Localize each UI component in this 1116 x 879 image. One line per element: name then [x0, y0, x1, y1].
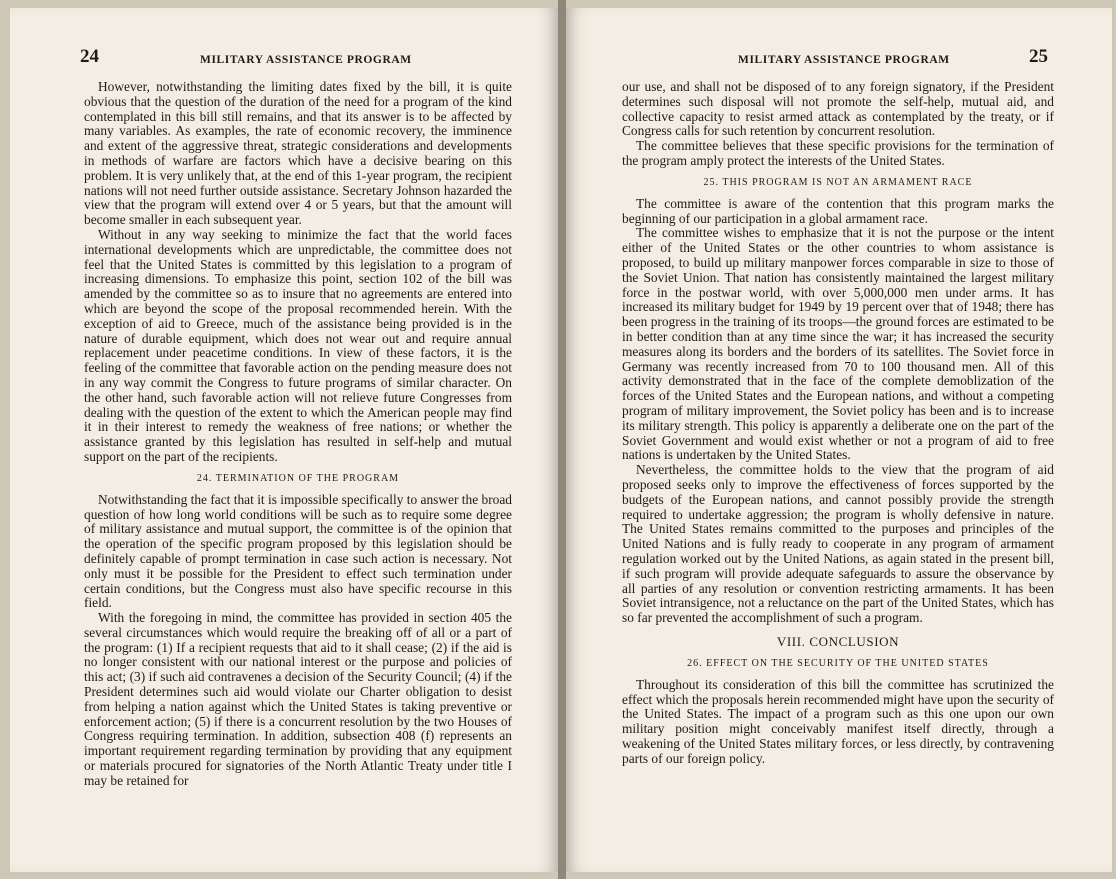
paragraph: Nevertheless, the committee holds to the view that the program of aid proposed seeks only to improve the effectiveness of forces supported by the budgets of the European nations, and cannot possibly provide the strength required to undertake aggression; the program is wholly defensive in nature. The United States remains committed to the purposes and principles of the United Nations and is fully ready to cooperate in any program of armament regulation worked out by the United Nations, as again stated in the present bill, if such program will provide adequate safeguards to assure the observance by all parties of any resolution or convention restricting armaments. It has been Soviet intransigence, not a reluctance on the part of the United States, which has so far prevented the accomplishment of such a program. — [622, 462, 1054, 626]
section-heading-26: 26. EFFECT ON THE SECURITY OF THE UNITED STATES — [687, 657, 989, 669]
right-page-body — [622, 80, 1054, 767]
page-number-right: 25 — [1029, 46, 1048, 67]
book-gutter — [558, 0, 566, 879]
section-heading-25: 25. THIS PROGRAM IS NOT AN ARMAMENT RACE — [703, 176, 973, 188]
right-page — [566, 8, 1112, 872]
paragraph: Without in any way seeking to minimize the fact that the world faces international developments which are unpredictable, the committee does not feel that the United States is committed by this legislation to a program of increasing dimensions. To emphasize this point, section 102 of the bill was amended by the committee so as to insure that no agreements are entered into which are beyond the scope of the proposal recommended herein. With the exception of aid to Greece, much of the assistance being provided is in the nature of durable equipment, which does not wear out and require annual replacement under peacetime conditions. In view of these factors, it is the feeling of the committee that favorable action on the pending measure does not in any way commit the Congress to future programs of similar character. On the other hand, such favorable action will not relieve future Congresses from dealing with the question of the extent to which the American people may find it in their interest to remedy the weakness of free nations; or whether the assistance granted by this legislation has resulted in self-help and mutual support on the part of the recipients. — [84, 226, 512, 464]
paragraph: Throughout its consideration of this bill the committee has scrutinized the effect which the proposals herein recommended might have upon the security of the United States. The impact of a program such as this one upon our own military position might conceivably manifest itself directly, through a weakening of the United States military forces, or less directly, by contravening parts of our foreign policy. — [622, 676, 1054, 766]
paragraph: The committee is aware of the contention that this program marks the beginning of our participation in a global armament race. — [622, 195, 1054, 226]
right-running-head — [566, 46, 1112, 72]
paragraph: Notwithstanding the fact that it is impossible specifically to answer the broad question of how long world conditions will be such as to require some degree of military assistance and mutual support, the committee is of the opinion that the operation of the specific program proposed by this legislation should be definitely capable of prompt termination in case such action is necessary. Not only must it be possible for the President to effect such termination under certain conditions, but the Congress must also have specific recourse in this field. — [84, 491, 512, 611]
paragraph: The committee wishes to emphasize that it is not the purpose or the intent either of the United States or the other countries to whom assistance is proposed, to build up military manpower forces comparable in size to those of the Soviet Union. That nation has consistently maintained the largest military force in the postwar world, with over 5,000,000 men under arms. It has increased its military budget for 1949 by 19 percent over that of 1948; there has been progress in the training of its troops—the ground forces are estimated to be in better condition than at any time since the war; it has increased the security measures along its borders and the borders of its satellites. The Soviet force in Germany was recently increased from 70 to 100 thousand men. All of this activity demonstrated that in the face of the complete demoblization of the forces of the United States and the European nations, and without a competing program of military improvement, the Soviet policy has been and is to increase its military strength. This policy is apparently a deliberate one on the part of the Soviet Government and would exist whether or not a program of aid to free nations is undertaken by the United States. — [622, 225, 1054, 463]
page-number-left: 24 — [80, 46, 99, 67]
section-heading-24: 24. TERMINATION OF THE PROGRAM — [196, 472, 400, 484]
running-head-title-left: MILITARY ASSISTANCE PROGRAM — [200, 54, 412, 66]
running-head-title-right: MILITARY ASSISTANCE PROGRAM — [738, 54, 950, 66]
left-page-body — [84, 80, 512, 789]
paragraph: However, notwithstanding the limiting dates fixed by the bill, it is quite obvious that the question of the duration of the need for a program of the kind contemplated in this bill still remains, and that its answer is to be affected by many variables. As examples, the rate of economic recovery, the imminence and extent of the aggressive threat, strategic considerations and developments in methods of warfare are factors which have a decisive bearing on this problem. It is very unlikely that, at the end of this 1-year program, the recipient nations will not need further outside assistance. Secretary Johnson hazarded the view that the program will extend over 4 or 5 years, but that the amount will become smaller in each subsequent year. — [84, 79, 512, 228]
paragraph: With the foregoing in mind, the committee has provided in section 405 the several circumstances which would require the breaking off of all or a part of the program: (1) If a recipient requests that aid to it shall cease; (2) if the aid is no longer consistent with our national interest or the purpose and policies of this act; (3) if such aid contravenes a decision of the Security Council; (4) if the President determines such aid would violate our Charter obligation to desist from helping a nation against which the United States is taking preventive or enforcement action; (5) if there is a concurrent resolution by the two Houses of Congress requiring termination. In addition, subsection 408 (f) represents an important requirement regarding termination by providing that any equipment or materials procured for signatories of the North Atlantic Treaty under title I may be retained for — [84, 610, 512, 788]
left-page — [10, 8, 558, 872]
paragraph: our use, and shall not be disposed of to any foreign signatory, if the President determines such disposal will not promote the self-help, mutual aid, and collective capacity to resist armed attack as contemplated by the treaty, or if Congress calls for such retention by concurrent resolution. — [622, 79, 1054, 139]
paragraph: The committee believes that these specific provisions for the termination of the program amply protect the interests of the United States. — [622, 138, 1054, 168]
left-running-head — [10, 46, 558, 72]
chapter-title-conclusion: VIII. CONCLUSION — [776, 633, 900, 649]
